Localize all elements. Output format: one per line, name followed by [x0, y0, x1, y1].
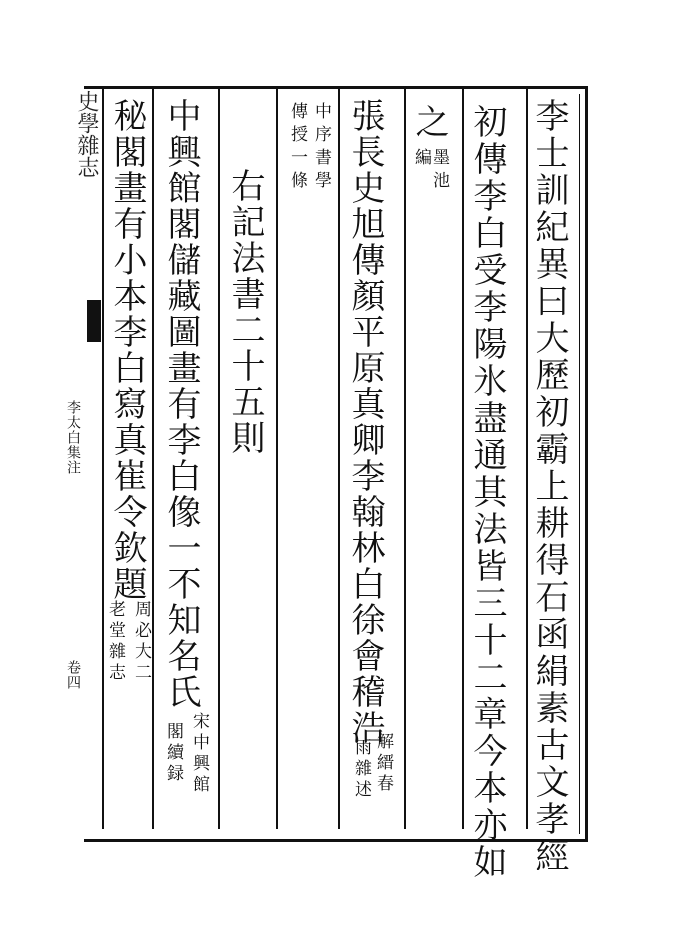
inline-note-3b: 編 [411, 148, 431, 171]
text-column-8: 秘閣畫有小本李白寫真崔令欽題 [107, 98, 147, 602]
inline-note-4a: 解縉春 [373, 732, 393, 795]
page-frame [74, 86, 588, 842]
inline-note-7a: 宋中興館 [189, 712, 209, 796]
column-rule [218, 89, 220, 829]
inline-note-5a: 中序書學 [311, 102, 331, 194]
inline-note-7b: 閣續録 [163, 722, 183, 785]
text-column-1: 李士訓紀異曰大歷初霸上耕得石函絹素古文孝經 [529, 98, 569, 875]
inline-note-3a: 墨池 [429, 148, 449, 194]
text-column-4: 張長史旭傳顏平原真卿李翰林白徐會稽浩 [345, 98, 385, 746]
inline-note-8b: 老堂雜志 [105, 600, 125, 684]
text-column-7: 中興館閣儲藏圖畫有李白像一不知名氏 [161, 98, 201, 710]
text-column-2: 初傳李白受李陽氷盡通其法皆三十二章今本亦如 [467, 104, 507, 881]
inline-note-8a: 周必大二 [131, 600, 151, 684]
column-rule [462, 89, 464, 829]
column-rule [276, 89, 278, 829]
fishtail-mark [87, 300, 101, 342]
gutter-page: 卷四 [65, 660, 81, 690]
section-summary: 右記法書二十五則 [225, 168, 265, 456]
inline-note-4b: 雨雜述 [351, 738, 371, 801]
column-rule [526, 89, 528, 829]
column-rule [404, 89, 406, 829]
facing-page-fragment: 史學雜志 [74, 90, 99, 178]
column-rule [338, 89, 340, 829]
gutter-title: 李太白集注 [65, 400, 81, 475]
inline-note-5b: 傳授一條 [287, 102, 307, 194]
text-column-3: 之 [409, 104, 449, 141]
column-rule [102, 89, 104, 829]
column-rule [152, 89, 154, 829]
